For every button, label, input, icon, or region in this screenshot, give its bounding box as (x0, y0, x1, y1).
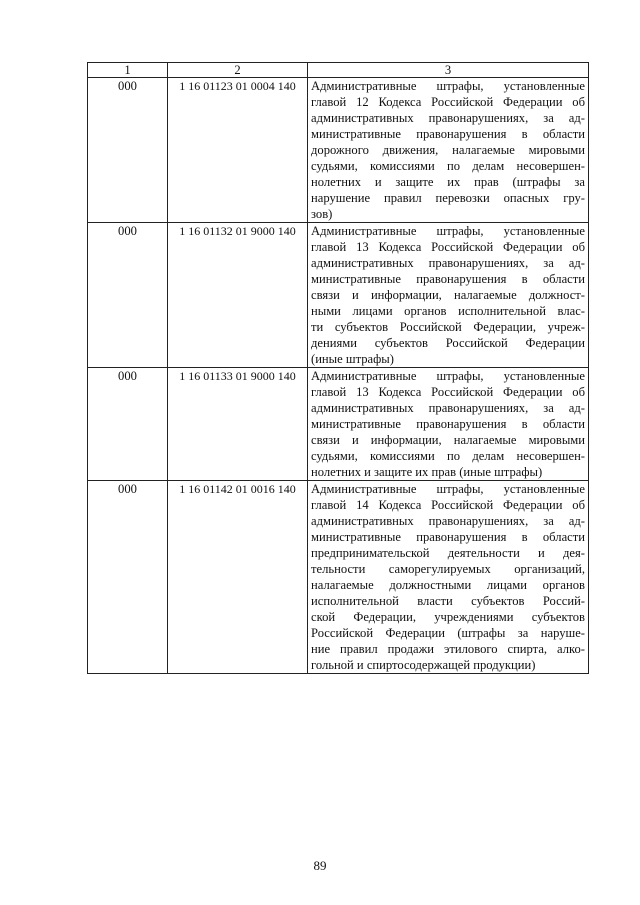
table-row (88, 223, 589, 368)
description-line: административных правонарушениях, за ад- (311, 256, 585, 270)
description-line: ние правил продажи этилового спирта, алко- (311, 642, 585, 656)
description-cell (308, 481, 589, 674)
description-line: административных правонарушениях, за ад- (311, 111, 585, 125)
description-cell (308, 78, 589, 223)
description-line: гольной и спиртосодержащей продукции) (311, 658, 536, 672)
description-line: ской Федерации, учреждениями субъектов (311, 610, 585, 624)
description-line: нарушение правил перевозки опасных гру- (311, 191, 585, 205)
revenue-code-cell: 1 16 01142 01 0016 140 (168, 481, 308, 674)
description-line: министративные правонарушения в области (311, 127, 585, 141)
admin-code-cell: 000 (88, 368, 168, 481)
description-line: зов) (311, 207, 333, 221)
description-line: Административные штрафы, установленные (311, 79, 585, 93)
description-line: Российской Федерации (штрафы за наруше- (311, 626, 585, 640)
description-line: тельности саморегулируемых организаций, (311, 562, 585, 576)
admin-code-cell: 000 (88, 481, 168, 674)
table-header (88, 63, 589, 78)
description-line: Административные штрафы, установленные (311, 482, 585, 496)
description-line: Административные штрафы, установленные (311, 369, 585, 383)
description-line: судьями, комиссиями по делам несовершен- (311, 449, 585, 463)
column-header-2: 2 (168, 63, 308, 78)
table-row (88, 368, 589, 481)
description-line: главой 13 Кодекса Российской Федерации об (311, 385, 585, 399)
description-line: главой 14 Кодекса Российской Федерации об (311, 498, 585, 512)
description-line: нолетних и защите их прав (иные штрафы) (311, 465, 543, 479)
table-row (88, 78, 589, 223)
description-line: исполнительной власти субъектов Россий- (311, 594, 585, 608)
description-line: министративные правонарушения в области (311, 530, 585, 544)
description-line: административных правонарушениях, за ад- (311, 514, 585, 528)
description-line: связи и информации, налагаемые мировыми (311, 433, 585, 447)
revenue-code-cell: 1 16 01123 01 0004 140 (168, 78, 308, 223)
admin-code-cell: 000 (88, 78, 168, 223)
page-number: 89 (313, 858, 327, 873)
description-line: главой 13 Кодекса Российской Федерации об (311, 240, 585, 254)
description-line: дениями субъектов Российской Федерации (311, 336, 585, 350)
description-line: министративные правонарушения в области (311, 417, 585, 431)
description-line: нолетних и защите их прав (штрафы за (311, 175, 585, 189)
description-line: связи и информации, налагаемые должност- (311, 288, 585, 302)
admin-code-cell: 000 (88, 223, 168, 368)
description-line: министративные правонарушения в области (311, 272, 585, 286)
column-header-3: 3 (308, 63, 589, 78)
description-line: судьями, комиссиями по делам несовершен- (311, 159, 585, 173)
description-line: дорожного движения, налагаемые мировыми (311, 143, 585, 157)
table-body (88, 78, 589, 674)
description-line: (иные штрафы) (311, 352, 394, 366)
description-line: предпринимательской деятельности и дея- (311, 546, 585, 560)
description-line: административных правонарушениях, за ад- (311, 401, 585, 415)
description-line: налагаемые должностными лицами органов (311, 578, 585, 592)
description-line: ти субъектов Российской Федерации, учреж- (311, 320, 585, 334)
description-line: ными лицами органов исполнительной влас- (311, 304, 585, 318)
description-line: Административные штрафы, установленные (311, 224, 585, 238)
revenue-code-cell: 1 16 01132 01 9000 140 (168, 223, 308, 368)
description-cell (308, 223, 589, 368)
column-header-1: 1 (88, 63, 168, 78)
budget-classification-table (87, 62, 589, 674)
description-cell (308, 368, 589, 481)
description-line: главой 12 Кодекса Российской Федерации об (311, 95, 585, 109)
table-row (88, 481, 589, 674)
table-header-row (88, 63, 589, 78)
revenue-code-cell: 1 16 01133 01 9000 140 (168, 368, 308, 481)
